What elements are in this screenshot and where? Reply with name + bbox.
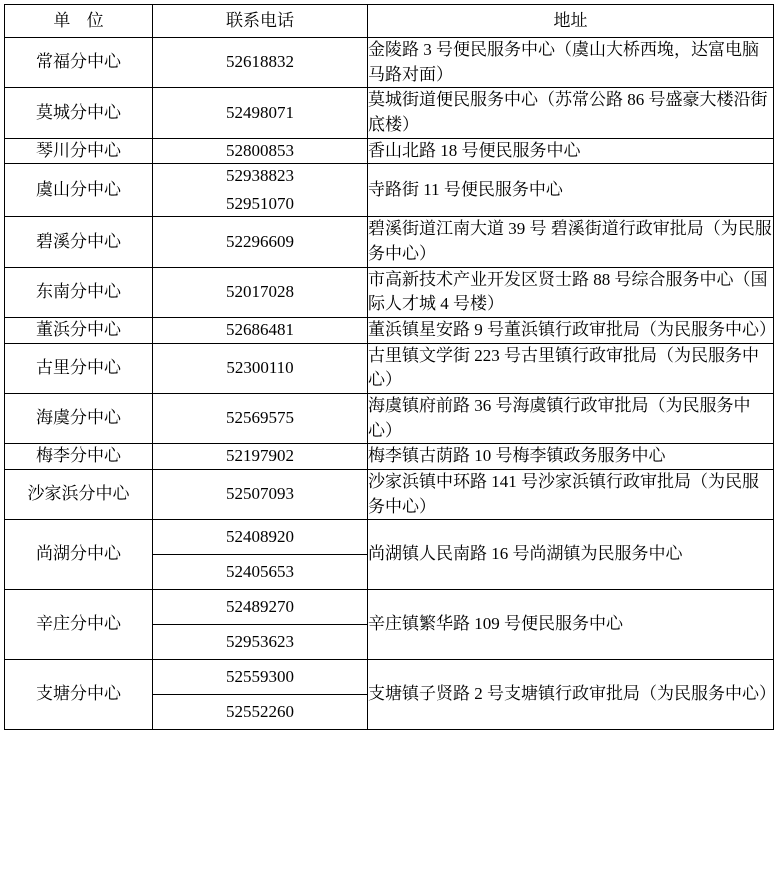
- cell-unit: 古里分中心: [5, 343, 153, 393]
- table-row: [5, 267, 774, 317]
- cell-phone: [153, 318, 368, 344]
- table-row: [5, 88, 774, 138]
- table-row: [5, 469, 774, 519]
- cell-phone: [153, 138, 368, 164]
- phone-list: [153, 280, 367, 305]
- phone-number: 52686481: [226, 320, 294, 340]
- cell-unit: 辛庄分中心: [5, 590, 153, 660]
- phone-list: [153, 356, 367, 381]
- service-center-contact-table: [4, 4, 774, 730]
- table-row: [5, 444, 774, 470]
- phone-list: [153, 444, 367, 469]
- phone-number: 52296609: [226, 231, 294, 251]
- cell-unit: 东南分中心: [5, 267, 153, 317]
- cell-address: 古里镇文学街 223 号古里镇行政审批局（为民服务中心）: [368, 343, 774, 393]
- column-header-address: 地址: [368, 5, 774, 38]
- phone-number: 52953623: [226, 631, 294, 651]
- cell-phone: [153, 590, 368, 660]
- cell-address: 辛庄镇繁华路 109 号便民服务中心: [368, 590, 774, 660]
- table-row: [5, 660, 774, 730]
- cell-address: 市高新技术产业开发区贤士路 88 号综合服务中心（国际人才城 4 号楼）: [368, 267, 774, 317]
- phone-list: [153, 230, 367, 255]
- cell-phone: [153, 660, 368, 730]
- phone-number: 52618832: [226, 52, 294, 72]
- cell-unit: 碧溪分中心: [5, 217, 153, 267]
- cell-phone: [153, 88, 368, 138]
- cell-address: 碧溪街道江南大道 39 号 碧溪街道行政审批局（为民服务中心）: [368, 217, 774, 267]
- cell-phone: [153, 469, 368, 519]
- cell-phone: [153, 343, 368, 393]
- table-row: [5, 343, 774, 393]
- cell-address: 寺路街 11 号便民服务中心: [368, 164, 774, 217]
- phone-list: [153, 406, 367, 431]
- phone-number: 52408920: [153, 520, 367, 555]
- cell-phone: [153, 164, 368, 217]
- cell-phone: [153, 217, 368, 267]
- cell-address: 梅李镇古荫路 10 号梅李镇政务服务中心: [368, 444, 774, 470]
- cell-address: 董浜镇星安路 9 号董浜镇行政审批局（为民服务中心）: [368, 318, 774, 344]
- phone-number: 52800853: [226, 140, 294, 160]
- cell-phone: [153, 444, 368, 470]
- cell-phone: [153, 393, 368, 443]
- cell-unit: 常福分中心: [5, 38, 153, 88]
- cell-address: 支塘镇子贤路 2 号支塘镇行政审批局（为民服务中心）: [368, 660, 774, 730]
- cell-unit: 莫城分中心: [5, 88, 153, 138]
- cell-unit: 尚湖分中心: [5, 520, 153, 590]
- cell-address: 沙家浜镇中环路 141 号沙家浜镇行政审批局（为民服务中心）: [368, 469, 774, 519]
- phone-number: 52300110: [226, 358, 294, 377]
- table-row: [5, 393, 774, 443]
- phone-list: [153, 318, 367, 343]
- phone-number: 52552260: [226, 701, 294, 721]
- cell-address: 莫城街道便民服务中心（苏常公路 86 号盛豪大楼沿街底楼）: [368, 88, 774, 138]
- table-header-row: [5, 5, 774, 38]
- cell-unit: 虞山分中心: [5, 164, 153, 217]
- phone-list: [153, 164, 367, 216]
- cell-address: 金陵路 3 号便民服务中心（虞山大桥西堍，达富电脑马路对面）: [368, 38, 774, 88]
- cell-unit: 梅李分中心: [5, 444, 153, 470]
- phone-number: 52938823: [226, 166, 294, 186]
- phone-number: 52559300: [153, 660, 367, 695]
- phone-list: [153, 482, 367, 507]
- phone-list: [153, 101, 367, 126]
- phone-number: 52569575: [226, 408, 294, 428]
- table-row: [5, 318, 774, 344]
- table-row: [5, 164, 774, 217]
- phone-number: 52197902: [226, 446, 294, 466]
- cell-phone: [153, 38, 368, 88]
- column-header-unit: 单 位: [5, 5, 153, 38]
- table-row: [5, 38, 774, 88]
- table-row: [5, 590, 774, 660]
- phone-number: 52498071: [226, 102, 294, 122]
- cell-unit: 沙家浜分中心: [5, 469, 153, 519]
- phone-number: 52405653: [226, 561, 294, 581]
- cell-unit: 支塘分中心: [5, 660, 153, 730]
- table-row: [5, 138, 774, 164]
- phone-list: [153, 50, 367, 75]
- table-body: [5, 38, 774, 730]
- cell-unit: 董浜分中心: [5, 318, 153, 344]
- cell-unit: 琴川分中心: [5, 138, 153, 164]
- phone-list: [153, 139, 367, 164]
- phone-number: 52507093: [226, 484, 294, 504]
- cell-phone: [153, 520, 368, 590]
- cell-address: 海虞镇府前路 36 号海虞镇行政审批局（为民服务中心）: [368, 393, 774, 443]
- column-header-phone: 联系电话: [153, 5, 368, 38]
- phone-number: 52951070: [226, 193, 294, 213]
- cell-unit: 海虞分中心: [5, 393, 153, 443]
- phone-number: 52017028: [226, 282, 294, 302]
- cell-address: 香山北路 18 号便民服务中心: [368, 138, 774, 164]
- phone-number: 52489270: [153, 590, 367, 625]
- cell-address: 尚湖镇人民南路 16 号尚湖镇为民服务中心: [368, 520, 774, 590]
- table-row: [5, 520, 774, 590]
- cell-phone: [153, 267, 368, 317]
- table-row: [5, 217, 774, 267]
